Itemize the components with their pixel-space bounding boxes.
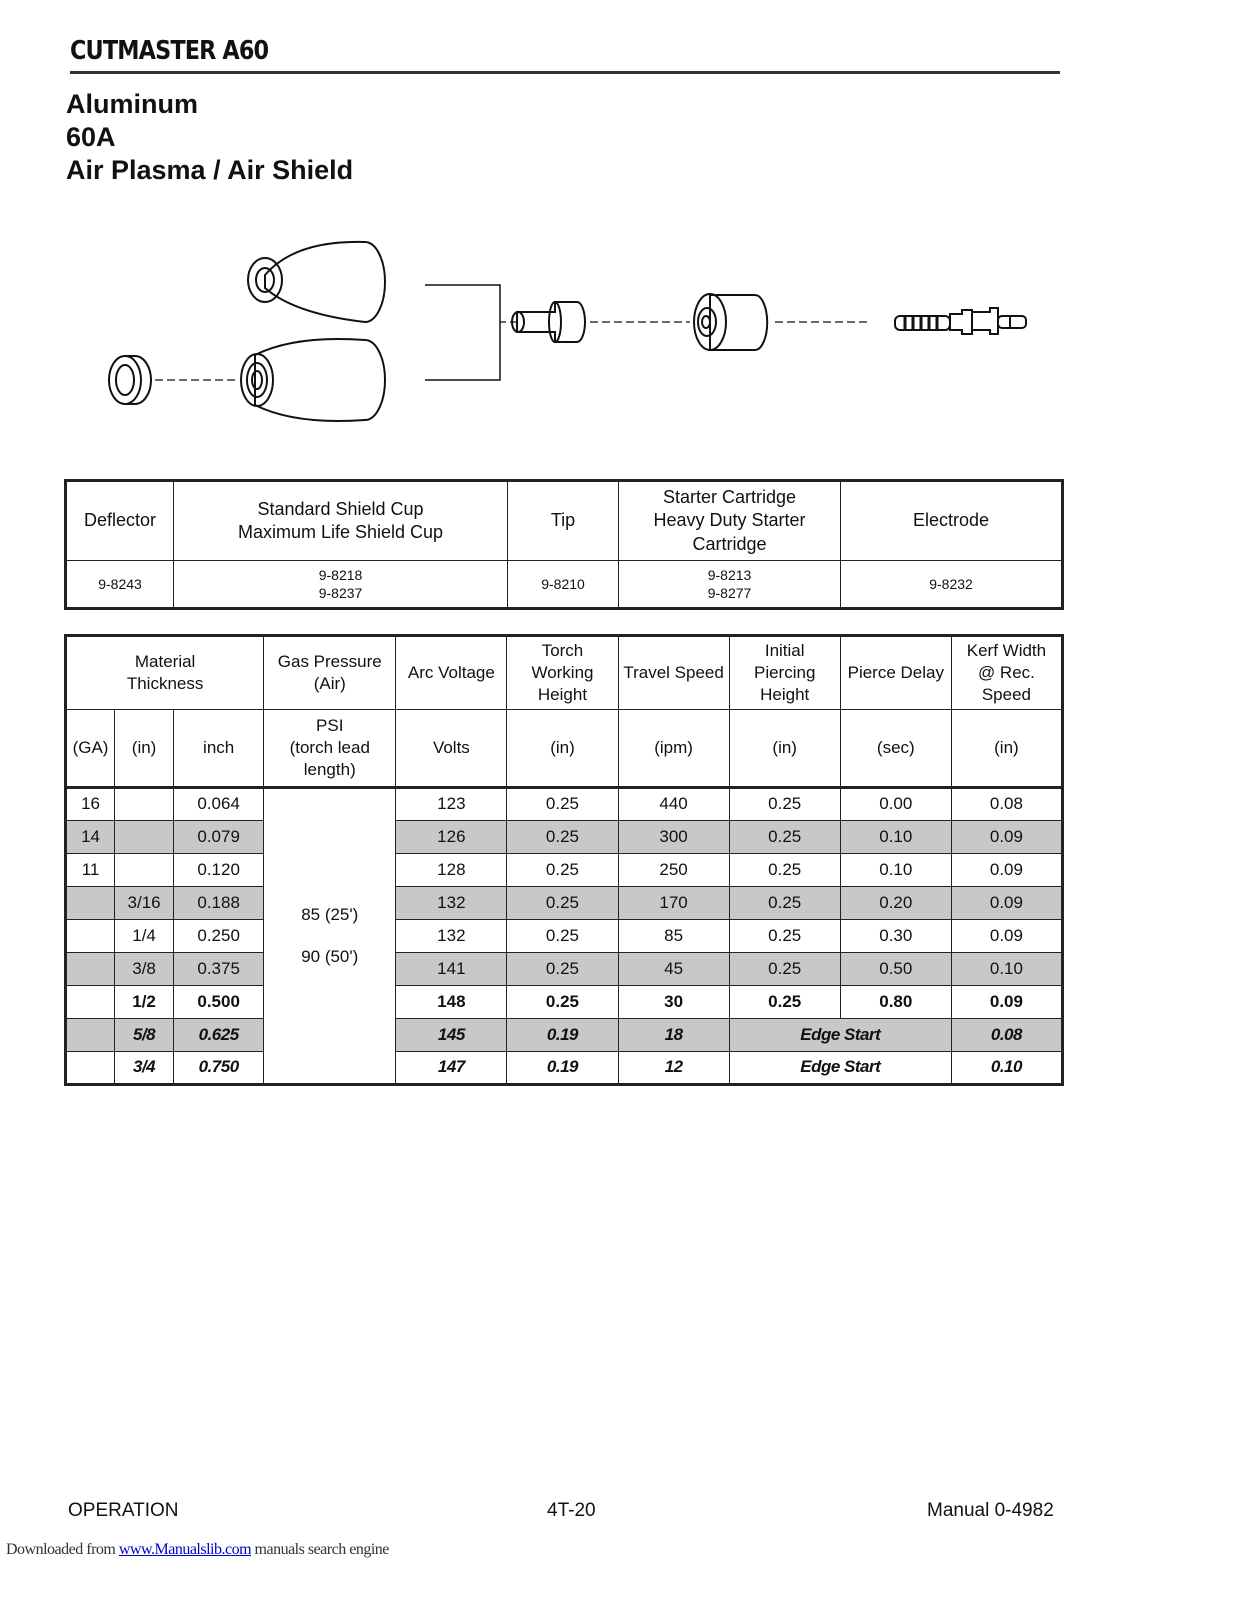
cell-torch: 0.25 — [507, 887, 618, 920]
cell-frac — [115, 821, 174, 854]
header-torch-line2: Working — [531, 662, 594, 682]
cell-pierce-h: 0.25 — [729, 920, 840, 953]
cell-volts: 132 — [396, 920, 507, 953]
cell-inch: 0.250 — [174, 920, 264, 953]
header-shield-cup-standard: Standard Shield Cup — [257, 498, 424, 519]
table-row — [66, 788, 1063, 821]
cell-delay: 0.20 — [840, 887, 951, 920]
part-electrode: 9-8232 — [841, 561, 1063, 609]
table-row — [66, 1019, 1063, 1052]
part-shield-cup-max-life: 9-8237 — [318, 585, 363, 601]
header-electrode: Electrode — [841, 481, 1063, 561]
cell-torch: 0.25 — [507, 788, 618, 821]
consumables-parts-table — [64, 479, 1064, 610]
header-pierce-h-line3: Height — [760, 685, 810, 705]
cell-kerf: 0.09 — [951, 887, 1062, 920]
cell-frac: 5/8 — [115, 1019, 174, 1052]
max-life-shield-cup-illustration — [241, 339, 385, 421]
cell-delay: 0.00 — [840, 788, 951, 821]
header-arc-voltage: Arc Voltage — [396, 636, 507, 710]
table-row — [66, 821, 1063, 854]
header-material-line1: Material — [134, 651, 196, 671]
cell-volts: 147 — [396, 1052, 507, 1085]
title-material: Aluminum — [66, 89, 198, 119]
cell-speed: 440 — [618, 788, 729, 821]
electrode-illustration — [895, 308, 1026, 334]
cell-kerf: 0.08 — [951, 1019, 1062, 1052]
cell-frac: 3/16 — [115, 887, 174, 920]
cell-delay: 0.10 — [840, 854, 951, 887]
cell-frac: 1/4 — [115, 920, 174, 953]
unit-psi-line1: PSI — [316, 715, 344, 735]
manualslib-link[interactable]: www.Manualslib.com — [118, 1541, 252, 1558]
cell-kerf: 0.10 — [951, 953, 1062, 986]
cell-torch: 0.19 — [507, 1019, 618, 1052]
cell-frac: 3/4 — [115, 1052, 174, 1085]
header-pierce-h-line1: Initial — [764, 640, 805, 660]
download-suffix: manuals search engine — [251, 1541, 389, 1558]
cell-torch: 0.19 — [507, 1052, 618, 1085]
header-piercing-height — [729, 636, 840, 710]
part-starter — [619, 561, 841, 609]
cell-delay: 0.10 — [840, 821, 951, 854]
starter-cartridge-illustration — [694, 294, 767, 350]
table-row — [66, 887, 1063, 920]
part-starter-heavy-duty: 9-8277 — [707, 585, 752, 601]
unit-volts: Volts — [396, 710, 507, 788]
cell-pierce-h: 0.25 — [729, 887, 840, 920]
cell-speed: 250 — [618, 854, 729, 887]
cell-gas-pressure — [264, 788, 396, 1085]
cell-frac — [115, 788, 174, 821]
cell-delay: 0.50 — [840, 953, 951, 986]
header-gas-line1: Gas Pressure — [277, 651, 382, 671]
header-starter-line2: Heavy Duty Starter — [653, 510, 806, 531]
header-starter-line3: Cartridge — [692, 533, 767, 554]
header-kerf-line3: Speed — [981, 685, 1032, 705]
cell-pierce-h: 0.25 — [729, 788, 840, 821]
footer-manual-number: Manual 0-4982 — [927, 1500, 1054, 1521]
cell-speed: 45 — [618, 953, 729, 986]
cell-speed: 300 — [618, 821, 729, 854]
unit-pierce-h: (in) — [729, 710, 840, 788]
header-gas-pressure — [264, 636, 396, 710]
cell-torch: 0.25 — [507, 920, 618, 953]
table-row — [66, 920, 1063, 953]
cell-ga — [66, 1019, 115, 1052]
header-starter-line1: Starter Cartridge — [662, 486, 797, 507]
header-shield-cup-max-life: Maximum Life Shield Cup — [237, 522, 444, 542]
header-kerf-width — [951, 636, 1062, 710]
footer-section: OPERATION — [68, 1500, 179, 1521]
cell-inch: 0.079 — [174, 821, 264, 854]
header-gas-line2: (Air) — [313, 674, 346, 693]
cell-kerf: 0.09 — [951, 821, 1062, 854]
deflector-illustration — [109, 356, 151, 404]
header-rule — [70, 71, 1060, 74]
header-shield-cup — [174, 481, 508, 561]
unit-ga: (GA) — [66, 710, 115, 788]
cell-edge-start: Edge Start — [729, 1019, 951, 1052]
cell-ga — [66, 953, 115, 986]
unit-kerf: (in) — [951, 710, 1062, 788]
footer-page-number: 4T-20 — [547, 1500, 596, 1521]
header-torch-line1: Torch — [541, 640, 584, 660]
gas-pressure-50ft: 90 (50') — [301, 947, 359, 966]
cell-ga — [66, 887, 115, 920]
title-gas: Air Plasma / Air Shield — [66, 155, 354, 185]
cell-ga: 14 — [66, 821, 115, 854]
cell-ga: 11 — [66, 854, 115, 887]
cell-inch: 0.375 — [174, 953, 264, 986]
download-bar — [6, 1541, 389, 1559]
header-starter — [619, 481, 841, 561]
cell-frac: 1/2 — [115, 986, 174, 1019]
cell-volts: 132 — [396, 887, 507, 920]
header-torch-line3: Height — [537, 685, 588, 705]
cell-speed: 170 — [618, 887, 729, 920]
part-shield-cup-standard: 9-8218 — [318, 566, 363, 583]
header-travel-speed: Travel Speed — [618, 636, 729, 710]
cell-kerf: 0.09 — [951, 920, 1062, 953]
table-row — [66, 953, 1063, 986]
table-row — [66, 1052, 1063, 1085]
brand-header: CUTMASTER A60 — [70, 36, 269, 66]
unit-psi-line3: length) — [303, 760, 356, 780]
cell-edge-start: Edge Start — [729, 1052, 951, 1085]
cell-delay: 0.80 — [840, 986, 951, 1019]
header-deflector: Deflector — [66, 481, 174, 561]
unit-in: (in) — [115, 710, 174, 788]
standard-shield-cup-illustration — [248, 242, 385, 322]
cell-volts: 141 — [396, 953, 507, 986]
cell-ga: 16 — [66, 788, 115, 821]
unit-ipm: (ipm) — [618, 710, 729, 788]
cell-torch: 0.25 — [507, 854, 618, 887]
table-row — [66, 854, 1063, 887]
cell-ga — [66, 920, 115, 953]
cell-inch: 0.500 — [174, 986, 264, 1019]
cell-kerf: 0.09 — [951, 854, 1062, 887]
cell-inch: 0.750 — [174, 1052, 264, 1085]
part-starter-standard: 9-8213 — [707, 566, 752, 583]
unit-torch: (in) — [507, 710, 618, 788]
cell-volts: 123 — [396, 788, 507, 821]
tip-illustration — [512, 302, 585, 342]
cell-torch: 0.25 — [507, 953, 618, 986]
cell-volts: 128 — [396, 854, 507, 887]
cell-kerf: 0.08 — [951, 788, 1062, 821]
cell-kerf: 0.09 — [951, 986, 1062, 1019]
cell-inch: 0.120 — [174, 854, 264, 887]
header-kerf-line1: Kerf Width — [966, 640, 1047, 660]
header-kerf-line2: @ Rec. — [977, 662, 1035, 682]
cell-frac: 3/8 — [115, 953, 174, 986]
title-amperage: 60A — [66, 122, 116, 152]
unit-psi — [264, 710, 396, 788]
cell-pierce-h: 0.25 — [729, 986, 840, 1019]
cell-speed: 18 — [618, 1019, 729, 1052]
header-tip: Tip — [508, 481, 619, 561]
unit-sec: (sec) — [840, 710, 951, 788]
cell-torch: 0.25 — [507, 821, 618, 854]
cell-pierce-h: 0.25 — [729, 821, 840, 854]
header-material-thickness — [66, 636, 264, 710]
part-shield-cup — [174, 561, 508, 609]
cell-torch: 0.25 — [507, 986, 618, 1019]
unit-inch: inch — [174, 710, 264, 788]
cell-volts: 126 — [396, 821, 507, 854]
header-pierce-delay: Pierce Delay — [840, 636, 951, 710]
part-deflector: 9-8243 — [66, 561, 174, 609]
cut-chart-table — [64, 634, 1064, 1086]
cell-pierce-h: 0.25 — [729, 953, 840, 986]
download-prefix: Downloaded from — [6, 1541, 119, 1558]
cell-inch: 0.064 — [174, 788, 264, 821]
cell-speed: 30 — [618, 986, 729, 1019]
part-tip: 9-8210 — [508, 561, 619, 609]
consumables-diagram — [95, 230, 1045, 430]
cell-inch: 0.188 — [174, 887, 264, 920]
cell-volts: 148 — [396, 986, 507, 1019]
cell-delay: 0.30 — [840, 920, 951, 953]
table-row — [66, 986, 1063, 1019]
cell-pierce-h: 0.25 — [729, 854, 840, 887]
cell-speed: 85 — [618, 920, 729, 953]
header-pierce-h-line2: Piercing — [753, 662, 816, 682]
header-torch-height — [507, 636, 618, 710]
header-material-line2: Thickness — [126, 674, 204, 693]
cell-inch: 0.625 — [174, 1019, 264, 1052]
unit-psi-line2: (torch lead — [289, 737, 370, 757]
cell-speed: 12 — [618, 1052, 729, 1085]
cell-ga — [66, 986, 115, 1019]
cell-frac — [115, 854, 174, 887]
cell-kerf: 0.10 — [951, 1052, 1062, 1085]
cell-ga — [66, 1052, 115, 1085]
cell-volts: 145 — [396, 1019, 507, 1052]
gas-pressure-25ft: 85 (25') — [301, 904, 359, 924]
